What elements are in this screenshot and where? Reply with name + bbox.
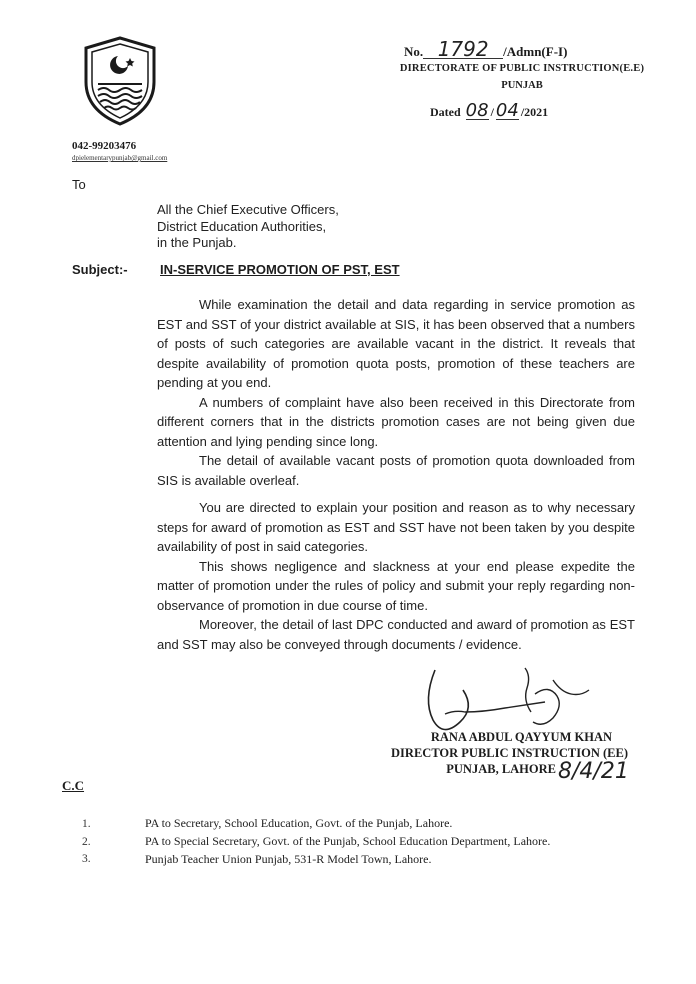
province-name: PUNJAB — [501, 80, 543, 91]
letter-no-suffix: /Admn(F-I) — [503, 44, 568, 59]
directorate-name: DIRECTORATE OF PUBLIC INSTRUCTION(E.E) — [399, 63, 645, 74]
cc-item-text: PA to Special Secretary, Govt. of the Punjab, School Education Department, Lahore. — [145, 834, 551, 848]
dated-month: 04 — [495, 100, 519, 121]
body-paragraph: The detail of available vacant posts of promotion quota downloaded from SIS is available overleaf. — [157, 453, 635, 488]
signatory-name: RANA ABDUL QAYYUM KHAN — [430, 730, 612, 744]
body-paragraph: You are directed to explain your position and reason as to why necessary steps for award of promotion as EST and SST have not been taken by you despite availability of post in said categories. — [157, 500, 635, 554]
subject-label: Subject:- — [72, 262, 128, 277]
signatory-place: PUNJAB, LAHORE — [446, 762, 556, 776]
letter-date: Dated 08 / 04 /2021 — [430, 100, 549, 121]
body-paragraph: A numbers of complaint have also been received in this Directorate from different corners that in the districts promotion cases are not being given due attention and lying pending since long. — [157, 394, 635, 449]
body-paragraph: This shows negligence and slackness at your end please expedite the matter of promotion under the rules of policy and submit your reply regarding non-observance of promotion in due course of time. — [157, 558, 635, 613]
dated-label: Dated — [430, 105, 461, 119]
email-address: dpielementarypunjab@gmail.com — [72, 154, 168, 162]
subject-text: IN-SERVICE PROMOTION OF PST, EST — [160, 262, 400, 277]
body-paragraph: Moreover, the detail of last DPC conducted and award of promotion as EST and SST may also be conveyed through documents / evidence. — [157, 617, 635, 652]
punjab-emblem-logo — [78, 34, 162, 128]
to-label: To — [72, 177, 86, 192]
signatory-designation: DIRECTOR PUBLIC INSTRUCTION (EE) — [391, 746, 628, 760]
phone-number: 042-99203476 — [72, 140, 137, 152]
letter-no-label: No. — [404, 44, 424, 59]
handwritten-date-text: 8/4/21 — [558, 759, 629, 784]
letter-no-value: 1792 — [423, 40, 503, 59]
cc-label: C.C — [62, 778, 85, 793]
letter-number — [404, 37, 568, 61]
handwritten-date — [556, 756, 629, 806]
cc-item-text: PA to Secretary, School Education, Govt. of the Punjab, Lahore. — [145, 816, 453, 830]
dated-day: 08 — [465, 100, 489, 121]
dated-year: 2021 — [524, 105, 549, 119]
cc-item-number: 1. — [82, 818, 91, 830]
body-paragraph: While examination the detail and data regarding in service promotion as EST and SST of your district available at SIS, it has been observed that a numbers of posts of such categories are available vacant in the district. It reveals that despite availability of promotion quota posts, promotion of these teachers are pending at you end. — [157, 297, 635, 390]
recipient-line: in the Punjab. — [157, 235, 237, 250]
recipient-line: District Education Authorities, — [157, 219, 327, 234]
government-emblem-icon — [78, 34, 162, 128]
cc-item-number: 2. — [82, 836, 91, 848]
cc-item-text: Punjab Teacher Union Punjab, 531-R Model Town, Lahore. — [145, 852, 432, 866]
letter-body — [157, 295, 635, 654]
cc-item-number: 3. — [82, 853, 91, 865]
recipient-line: All the Chief Executive Officers, — [157, 202, 339, 217]
